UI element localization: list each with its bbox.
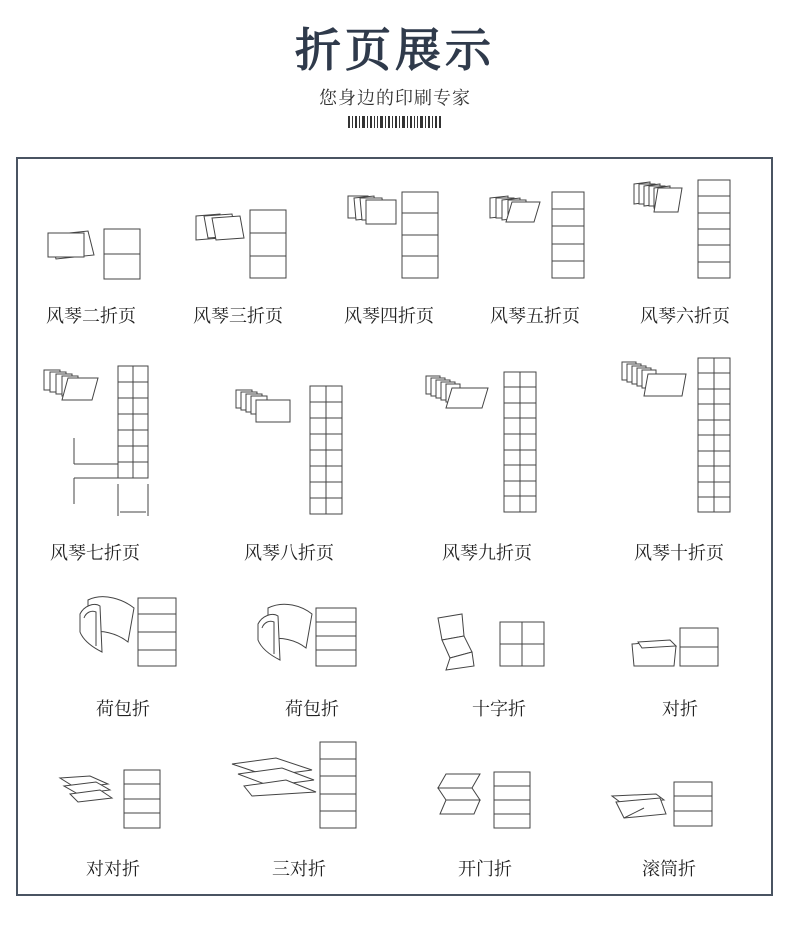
page-title: 折页展示 bbox=[295, 23, 495, 77]
label-accordion-4: 风琴四折页 bbox=[344, 306, 434, 327]
label-accordion-3: 风琴三折页 bbox=[193, 306, 283, 327]
accordion-2-diagram bbox=[44, 225, 144, 285]
gate-fold-diagram bbox=[432, 770, 537, 832]
label-accordion-5: 风琴五折页 bbox=[490, 306, 580, 327]
accordion-10-diagram bbox=[620, 356, 740, 516]
label-wallet-fold-1: 荷包折 bbox=[96, 699, 150, 720]
label-accordion-8: 风琴八折页 bbox=[244, 543, 334, 564]
accordion-3-diagram bbox=[192, 208, 292, 283]
label-gate-fold: 开门折 bbox=[458, 859, 512, 880]
label-cross-fold: 十字折 bbox=[472, 699, 526, 720]
cross-fold-diagram bbox=[436, 612, 548, 672]
label-half-fold: 对折 bbox=[662, 699, 698, 720]
label-double-parallel-fold: 对对折 bbox=[86, 859, 140, 880]
wallet-fold-2-diagram bbox=[254, 600, 364, 672]
half-fold-diagram bbox=[630, 626, 725, 670]
label-accordion-6: 风琴六折页 bbox=[640, 306, 730, 327]
label-roll-fold: 滚筒折 bbox=[642, 859, 696, 880]
label-accordion-7: 风琴七折页 bbox=[50, 543, 140, 564]
accordion-8-diagram bbox=[232, 384, 352, 519]
double-parallel-fold-diagram bbox=[56, 768, 166, 836]
accordion-9-diagram bbox=[424, 370, 544, 515]
label-tri-parallel-fold: 三对折 bbox=[272, 859, 326, 880]
label-wallet-fold-2: 荷包折 bbox=[285, 699, 339, 720]
accordion-6-diagram bbox=[632, 178, 732, 282]
barcode-decoration bbox=[348, 116, 442, 128]
tri-parallel-fold-diagram bbox=[230, 740, 360, 832]
roll-fold-diagram bbox=[610, 780, 720, 830]
accordion-5-diagram bbox=[488, 190, 588, 282]
wallet-fold-1-diagram bbox=[74, 592, 184, 672]
accordion-7-diagram bbox=[40, 364, 155, 519]
accordion-4-diagram bbox=[344, 190, 444, 282]
page-subtitle: 您身边的印刷专家 bbox=[319, 88, 471, 109]
label-accordion-10: 风琴十折页 bbox=[634, 543, 724, 564]
label-accordion-2: 风琴二折页 bbox=[46, 306, 136, 327]
label-accordion-9: 风琴九折页 bbox=[442, 543, 532, 564]
